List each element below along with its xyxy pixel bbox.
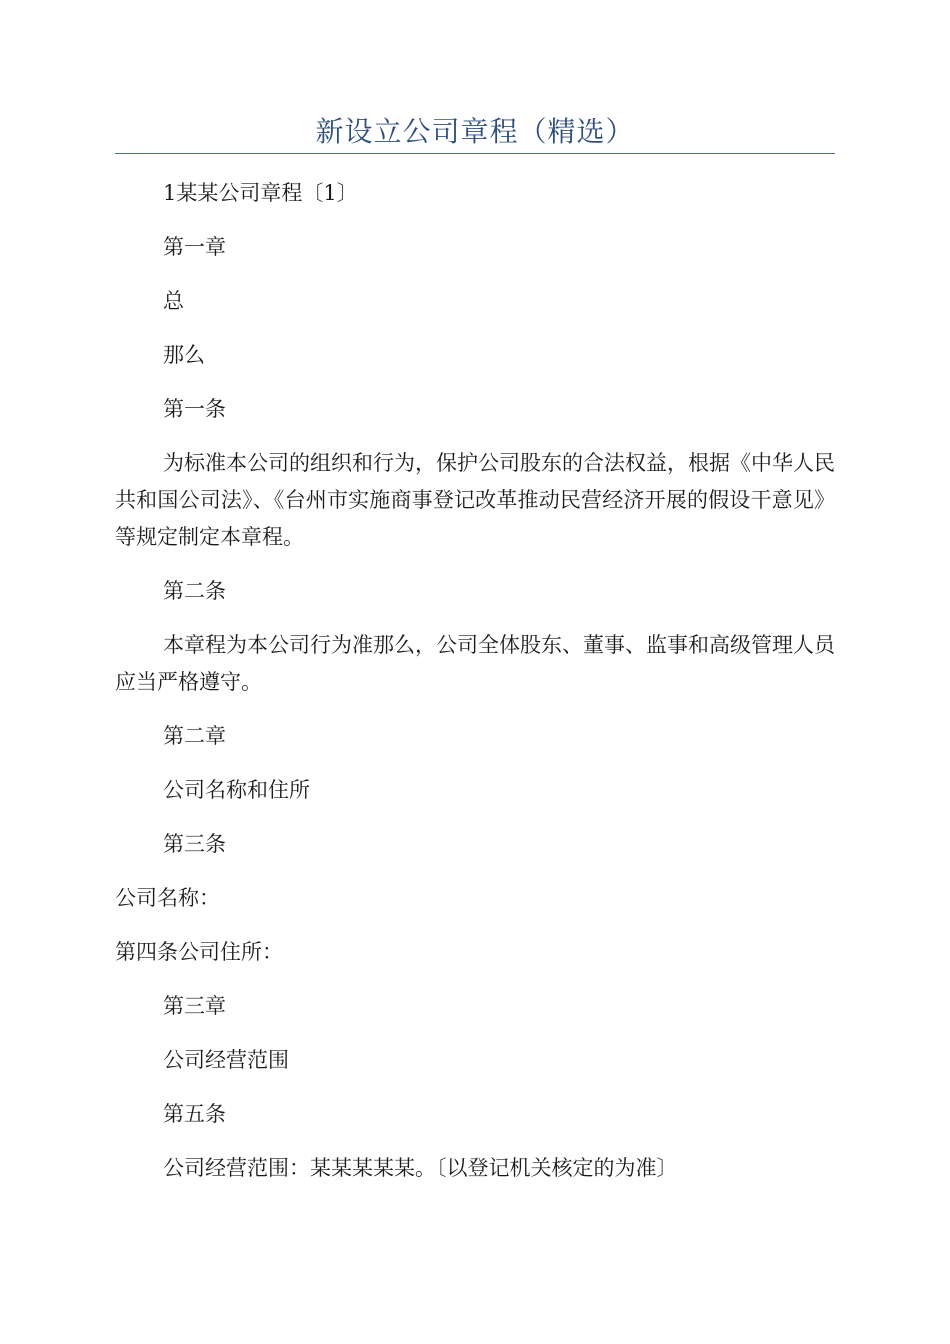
article-heading: 第三条 xyxy=(163,832,226,856)
article-text: 公司名称： xyxy=(115,886,220,910)
article-text: 公司经营范围：某某某某某。〔以登记机关核定的为准〕 xyxy=(163,1156,678,1180)
document-title: 新设立公司章程（精选） xyxy=(315,115,635,148)
article-heading: 第一条 xyxy=(163,397,226,421)
article-heading: 第五条 xyxy=(163,1102,226,1126)
document-body xyxy=(115,175,835,1204)
chapter-title: 那么 xyxy=(163,343,205,367)
article-heading: 第二条 xyxy=(163,579,226,603)
article-text: 本章程为本公司行为准那么，公司全体股东、董事、监事和高级管理人员应当严格遵守。 xyxy=(115,633,835,694)
chapter-title: 公司经营范围 xyxy=(163,1048,289,1072)
chapter-title: 公司名称和住所 xyxy=(163,778,310,802)
chapter-heading: 第二章 xyxy=(163,724,226,748)
chapter-heading: 第三章 xyxy=(163,994,226,1018)
title-divider xyxy=(115,153,835,154)
article-text: 第四条公司住所： xyxy=(115,940,283,964)
chapter-title: 总 xyxy=(163,289,184,313)
paragraph-heading: 1某某公司章程〔1〕 xyxy=(163,181,358,205)
chapter-heading: 第一章 xyxy=(163,235,226,259)
article-text: 为标准本公司的组织和行为，保护公司股东的合法权益，根据《中华人民共和国公司法》、《台州市实施商事登记改革推动民营经济开展的假设干意见》等规定制定本章程。 xyxy=(115,451,835,549)
